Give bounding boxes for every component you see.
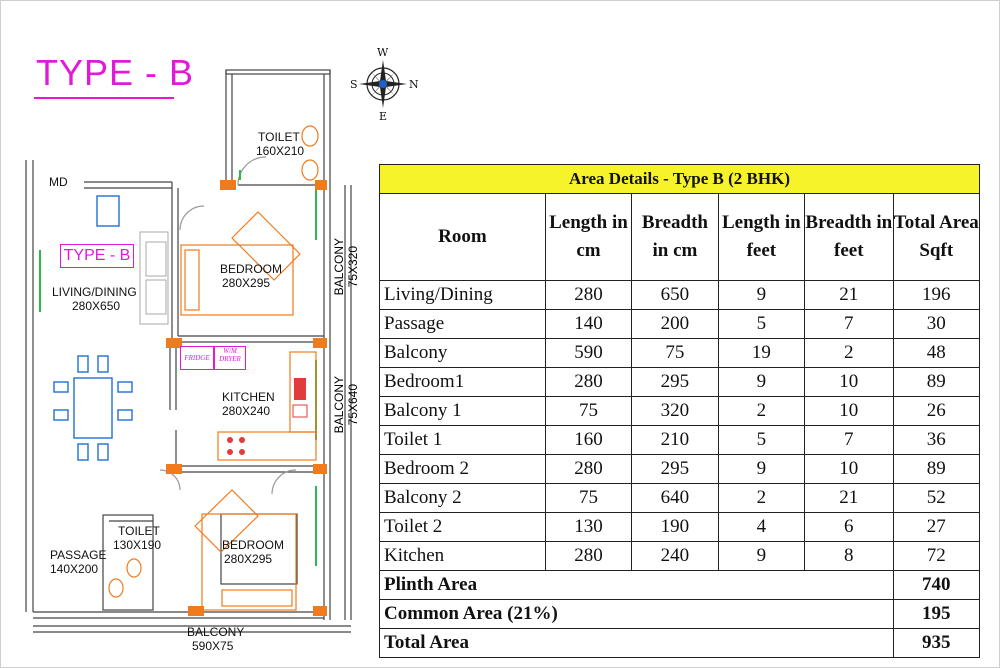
table-row <box>380 484 980 513</box>
cell-room: Balcony 2 <box>380 484 546 513</box>
table-row <box>380 426 980 455</box>
table-row <box>380 368 980 397</box>
table-header-row <box>380 194 980 281</box>
plan-type-tag: TYPE - B <box>60 244 134 268</box>
summary-row <box>380 600 980 629</box>
cell-breadth-ft: 6 <box>805 513 893 542</box>
header-length-cm: Length in cm <box>545 194 631 281</box>
cell-length-ft: 9 <box>718 368 804 397</box>
table-row <box>380 339 980 368</box>
cell-length-ft: 19 <box>718 339 804 368</box>
cell-total-area: 196 <box>893 281 979 310</box>
cell-total-area: 48 <box>893 339 979 368</box>
cell-length-ft: 9 <box>718 455 804 484</box>
bedroom2-size: 280X295 <box>224 552 273 566</box>
table-row <box>380 542 980 571</box>
cell-room: Living/Dining <box>380 281 546 310</box>
cell-total-area: 27 <box>893 513 979 542</box>
cell-breadth-cm: 295 <box>632 368 718 397</box>
cell-breadth-ft: 7 <box>805 310 893 339</box>
toilet1-name: TOILET <box>258 130 300 144</box>
cell-length-cm: 140 <box>545 310 631 339</box>
compass-s-label: S <box>350 78 358 91</box>
cell-breadth-cm: 190 <box>632 513 718 542</box>
toilet2-size: 130X190 <box>113 538 162 552</box>
cell-breadth-cm: 200 <box>632 310 718 339</box>
cell-total-area: 26 <box>893 397 979 426</box>
living-size: 280X650 <box>72 299 121 313</box>
cell-room: Toilet 1 <box>380 426 546 455</box>
cell-total-area: 36 <box>893 426 979 455</box>
cell-length-ft: 9 <box>718 542 804 571</box>
summary-value: 740 <box>893 571 979 600</box>
md-label: MD <box>49 175 68 189</box>
cell-length-cm: 160 <box>545 426 631 455</box>
summary-label: Total Area <box>380 629 894 658</box>
cell-breadth-cm: 75 <box>632 339 718 368</box>
fridge-label: FRIDGE <box>180 346 214 370</box>
cell-length-cm: 590 <box>545 339 631 368</box>
cell-breadth-ft: 10 <box>805 397 893 426</box>
cell-breadth-ft: 10 <box>805 455 893 484</box>
compass-e-label: E <box>379 110 388 123</box>
cell-length-cm: 280 <box>545 455 631 484</box>
kitchen-name: KITCHEN <box>222 390 275 404</box>
summary-row <box>380 629 980 658</box>
cell-breadth-cm: 210 <box>632 426 718 455</box>
cell-total-area: 89 <box>893 455 979 484</box>
cell-length-ft: 2 <box>718 484 804 513</box>
table-row <box>380 513 980 542</box>
cell-breadth-cm: 295 <box>632 455 718 484</box>
cell-length-ft: 9 <box>718 281 804 310</box>
summary-label: Common Area (21%) <box>380 600 894 629</box>
cell-breadth-ft: 10 <box>805 368 893 397</box>
cell-total-area: 30 <box>893 310 979 339</box>
cell-breadth-cm: 240 <box>632 542 718 571</box>
cell-breadth-cm: 640 <box>632 484 718 513</box>
balcony3-name: BALCONY <box>187 625 245 639</box>
cell-room: Balcony <box>380 339 546 368</box>
cell-length-ft: 5 <box>718 426 804 455</box>
cell-breadth-ft: 7 <box>805 426 893 455</box>
cell-breadth-ft: 21 <box>805 484 893 513</box>
toilet1-size: 160X210 <box>256 144 305 158</box>
cell-room: Passage <box>380 310 546 339</box>
cell-length-ft: 2 <box>718 397 804 426</box>
header-room: Room <box>380 194 546 281</box>
cell-room: Toilet 2 <box>380 513 546 542</box>
compass-n-label: N <box>409 78 419 91</box>
plan-type-title: TYPE - B <box>36 52 195 93</box>
living-name: LIVING/DINING <box>52 285 137 299</box>
cell-room: Bedroom1 <box>380 368 546 397</box>
summary-row <box>380 571 980 600</box>
header-length-ft: Length in feet <box>718 194 804 281</box>
bedroom2-name: BEDROOM <box>222 538 285 552</box>
table-title: Area Details - Type B (2 BHK) <box>380 165 980 194</box>
balcony3-size: 590X75 <box>192 639 234 653</box>
cell-breadth-ft: 2 <box>805 339 893 368</box>
cell-breadth-ft: 8 <box>805 542 893 571</box>
table-row <box>380 281 980 310</box>
cell-length-cm: 280 <box>545 542 631 571</box>
washer-dryer-label: W/M DRYER <box>214 346 246 370</box>
cell-room: Bedroom 2 <box>380 455 546 484</box>
compass-w-label: W <box>377 46 389 59</box>
bedroom1-name: BEDROOM <box>220 262 283 276</box>
area-details-table <box>379 164 980 658</box>
cell-breadth-cm: 650 <box>632 281 718 310</box>
balcony2-label: BALCONY 75X640 <box>332 376 360 434</box>
cell-length-cm: 280 <box>545 281 631 310</box>
table-row <box>380 455 980 484</box>
passage-name: PASSAGE <box>50 548 107 562</box>
cell-length-cm: 130 <box>545 513 631 542</box>
bedroom1-size: 280X295 <box>222 276 271 290</box>
table-row <box>380 397 980 426</box>
summary-label: Plinth Area <box>380 571 894 600</box>
cell-breadth-cm: 320 <box>632 397 718 426</box>
header-total-area: Total Area Sqft <box>893 194 979 281</box>
header-breadth-cm: Breadth in cm <box>632 194 718 281</box>
table-row <box>380 310 980 339</box>
cell-breadth-ft: 21 <box>805 281 893 310</box>
cell-total-area: 52 <box>893 484 979 513</box>
cell-length-cm: 75 <box>545 397 631 426</box>
balcony1-label: BALCONY 75X320 <box>332 238 360 296</box>
cell-length-ft: 4 <box>718 513 804 542</box>
cell-total-area: 72 <box>893 542 979 571</box>
cell-length-cm: 75 <box>545 484 631 513</box>
passage-size: 140X200 <box>50 562 99 576</box>
kitchen-size: 280X240 <box>222 404 271 418</box>
summary-value: 935 <box>893 629 979 658</box>
summary-value: 195 <box>893 600 979 629</box>
cell-total-area: 89 <box>893 368 979 397</box>
cell-length-ft: 5 <box>718 310 804 339</box>
cell-length-cm: 280 <box>545 368 631 397</box>
toilet2-name: TOILET <box>118 524 160 538</box>
cell-room: Kitchen <box>380 542 546 571</box>
header-breadth-ft: Breadth in feet <box>805 194 893 281</box>
cell-room: Balcony 1 <box>380 397 546 426</box>
